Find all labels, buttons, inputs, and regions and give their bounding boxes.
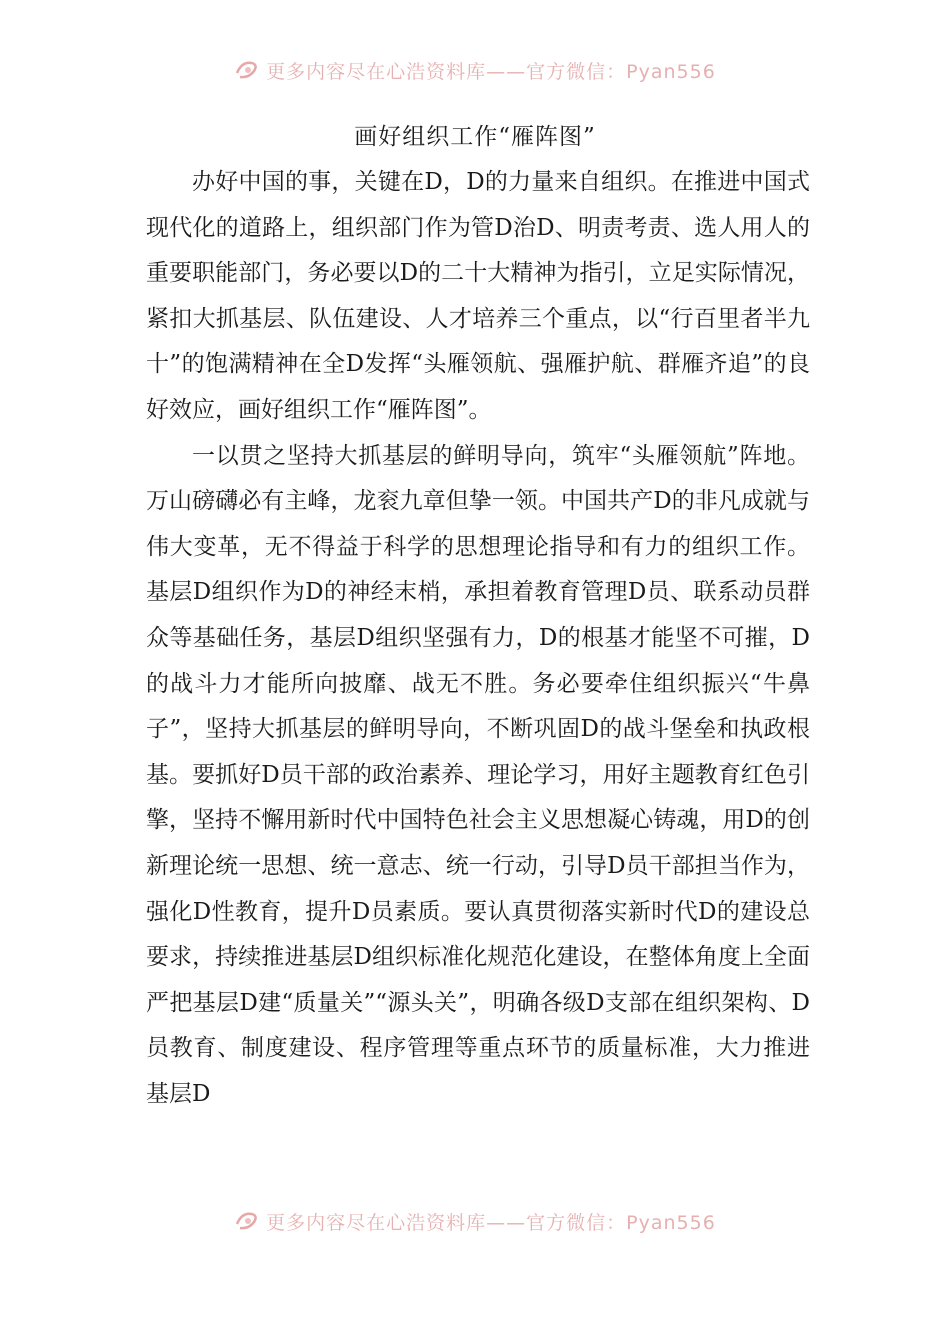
watermark-logo-icon	[234, 59, 260, 81]
watermark-footer	[0, 1203, 950, 1239]
paragraph-1: 办好中国的事，关键在D，D的力量来自组织。在推进中国式现代化的道路上，组织部门作为管D治D、明责考责、选人用人的重要职能部门，务必要以D的二十大精神为指引，立足实际情况，紧扣大抓基层、队伍建设、人才培养三个重点，以“行百里者半九十”的饱满精神在全D发挥“头雁领航、强雁护航、群雁齐追”的良好效应，画好组织工作“雁阵图”。	[146, 169, 810, 423]
document-body	[146, 160, 810, 1117]
watermark-text: 更多内容尽在心浩资料库——官方微信：Pyan556	[266, 1211, 716, 1234]
paragraph-2: 一以贯之坚持大抓基层的鲜明导向，筑牢“头雁领航”阵地。万山磅礴必有主峰，龙衮九章但挚一领。中国共产D的非凡成就与伟大变革，无不得益于科学的思想理论指导和有力的组织工作。基层D组织作为D的神经末梢，承担着教育管理D员、联系动员群众等基础任务，基层D组织坚强有力，D的根基才能坚不可摧，D的战斗力才能所向披靡、战无不胜。务必要牵住组织振兴“牛鼻子”，坚持大抓基层的鲜明导向，不断巩固D的战斗堡垒和执政根基。要抓好D员干部的政治素养、理论学习，用好主题教育红色引擎，坚持不懈用新时代中国特色社会主义思想凝心铸魂，用D的创新理论统一思想、统一意志、统一行动，引导D员干部担当作为，强化D性教育，提升D员素质。要认真贯彻落实新时代D的建设总要求，持续推进基层D组织标准化规范化建设，在整体角度上全面严把基层D建“质量关”“源头关”，明确各级D支部在组织架构、D员教育、制度建设、程序管理等重点环节的质量标准，大力推进基层D	[146, 442, 810, 1107]
watermark-header	[0, 52, 950, 88]
watermark-text: 更多内容尽在心浩资料库——官方微信：Pyan556	[266, 60, 716, 83]
watermark-logo-icon	[234, 1210, 260, 1232]
document-title: 画好组织工作“雁阵图”	[354, 124, 596, 150]
